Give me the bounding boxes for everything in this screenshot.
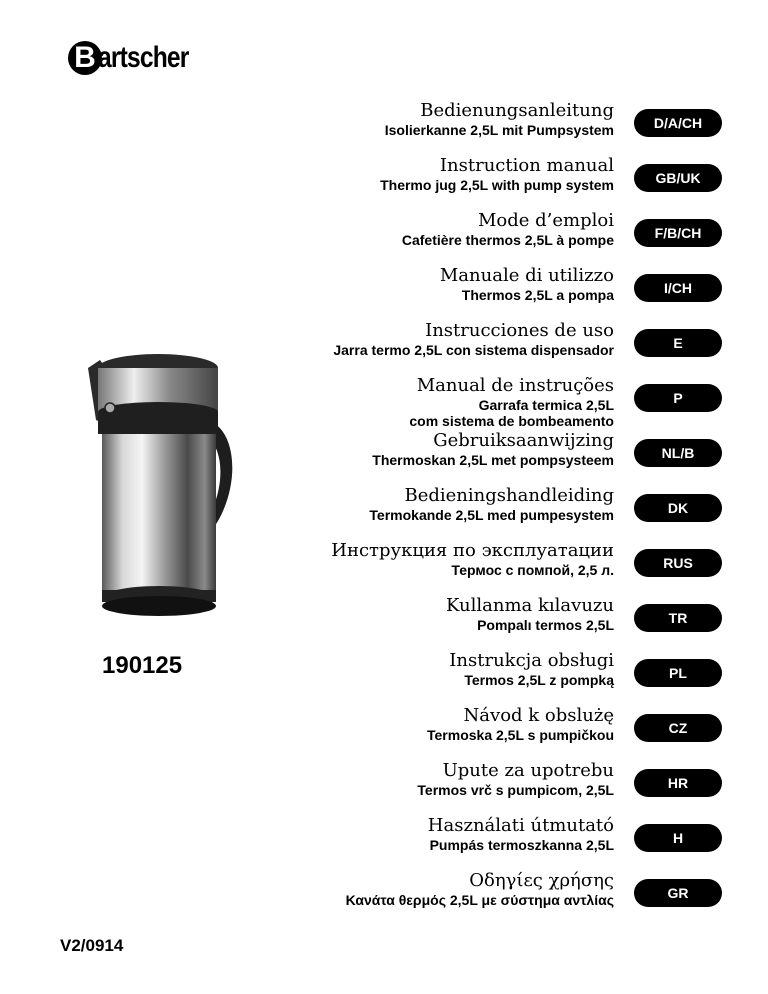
manual-title: Návod k obslużę	[463, 705, 614, 726]
manual-entry	[182, 100, 722, 155]
manual-subtitle: Термос с помпой, 2,5 л.	[451, 562, 614, 578]
manual-title: Instrucciones de uso	[425, 320, 614, 341]
language-badge: P	[634, 384, 722, 412]
language-badge: HR	[634, 769, 722, 797]
language-badge: D/A/CH	[634, 109, 722, 137]
language-badge: RUS	[634, 549, 722, 577]
language-badge: DK	[634, 494, 722, 522]
language-badge: GB/UK	[634, 164, 722, 192]
manual-subtitle: Κανάτα θερμός 2,5L με σύστημα αντλίας	[345, 892, 614, 908]
manual-subtitle: Pompalı termos 2,5L	[477, 617, 614, 633]
manual-entry	[182, 210, 722, 265]
manual-entry	[182, 815, 722, 870]
manual-entry	[182, 705, 722, 760]
language-badge: CZ	[634, 714, 722, 742]
manual-title: Οδηγίες χρήσης	[469, 870, 614, 891]
manual-subtitle: Thermo jug 2,5L with pump system	[380, 177, 614, 193]
language-badge: NL/B	[634, 439, 722, 467]
manual-entry	[182, 595, 722, 650]
manual-entry	[182, 265, 722, 320]
manual-subtitle: Jarra termo 2,5L con sistema dispensador	[333, 342, 614, 358]
manual-entry	[182, 650, 722, 705]
language-badge: H	[634, 824, 722, 852]
manual-title: Manual de instruções	[416, 375, 614, 396]
language-badge: I/CH	[634, 274, 722, 302]
language-badge: E	[634, 329, 722, 357]
manual-title: Gebruiksaanwijzing	[433, 430, 614, 451]
brand-logo-text: artscher	[98, 41, 189, 74]
language-badge: GR	[634, 879, 722, 907]
manual-entry	[182, 375, 722, 430]
brand-logo-mark: B	[68, 41, 102, 75]
manual-title: Bedienungsanleitung	[420, 100, 614, 121]
manual-subtitle: Pumpás termoszkanna 2,5L	[429, 837, 614, 853]
language-badge: TR	[634, 604, 722, 632]
manual-subtitle: Cafetière thermos 2,5L à pompe	[401, 232, 614, 248]
manual-subtitle: Isolierkanne 2,5L mit Pumpsystem	[384, 122, 614, 138]
manual-entry	[182, 155, 722, 210]
manual-title: Instrukcja obsługi	[449, 650, 614, 671]
manual-title: Mode d’emploi	[477, 210, 614, 231]
manual-title: Инструкция по эксплуатации	[331, 540, 614, 561]
manual-subtitle: Termos vrč s pumpicom, 2,5L	[417, 782, 614, 798]
language-badge: F/B/CH	[634, 219, 722, 247]
manual-subtitle: Thermos 2,5L a pompa	[461, 287, 614, 303]
manual-subtitle: Thermoskan 2,5L met pompsysteem	[372, 452, 614, 468]
brand-logo	[68, 38, 208, 78]
manual-subtitle: Termoska 2,5L s pumpičkou	[427, 727, 614, 743]
manual-entry	[182, 870, 722, 925]
manual-title: Kullanma kılavuzu	[446, 595, 614, 616]
manual-subtitle: Garrafa termica 2,5L com sistema de bombeamento	[409, 397, 614, 429]
manual-entry	[182, 760, 722, 815]
manual-title: Használati útmutató	[427, 815, 614, 836]
manual-title: Bedieningshandleiding	[404, 485, 614, 506]
version-label: V2/0914	[60, 936, 124, 955]
manual-entry	[182, 540, 722, 595]
manual-entry	[182, 320, 722, 375]
manual-title: Instruction manual	[439, 155, 614, 176]
manual-entry	[182, 485, 722, 540]
manual-title: Upute za upotrebu	[442, 760, 614, 781]
manual-subtitle: Termos 2,5L z pompką	[464, 672, 614, 688]
manual-entry	[182, 430, 722, 485]
language-badge: PL	[634, 659, 722, 687]
manual-title: Manuale di utilizzo	[439, 265, 614, 286]
article-number: 190125	[102, 652, 183, 679]
manual-subtitle: Termokande 2,5L med pumpesystem	[369, 507, 614, 523]
manual-list	[182, 100, 722, 925]
